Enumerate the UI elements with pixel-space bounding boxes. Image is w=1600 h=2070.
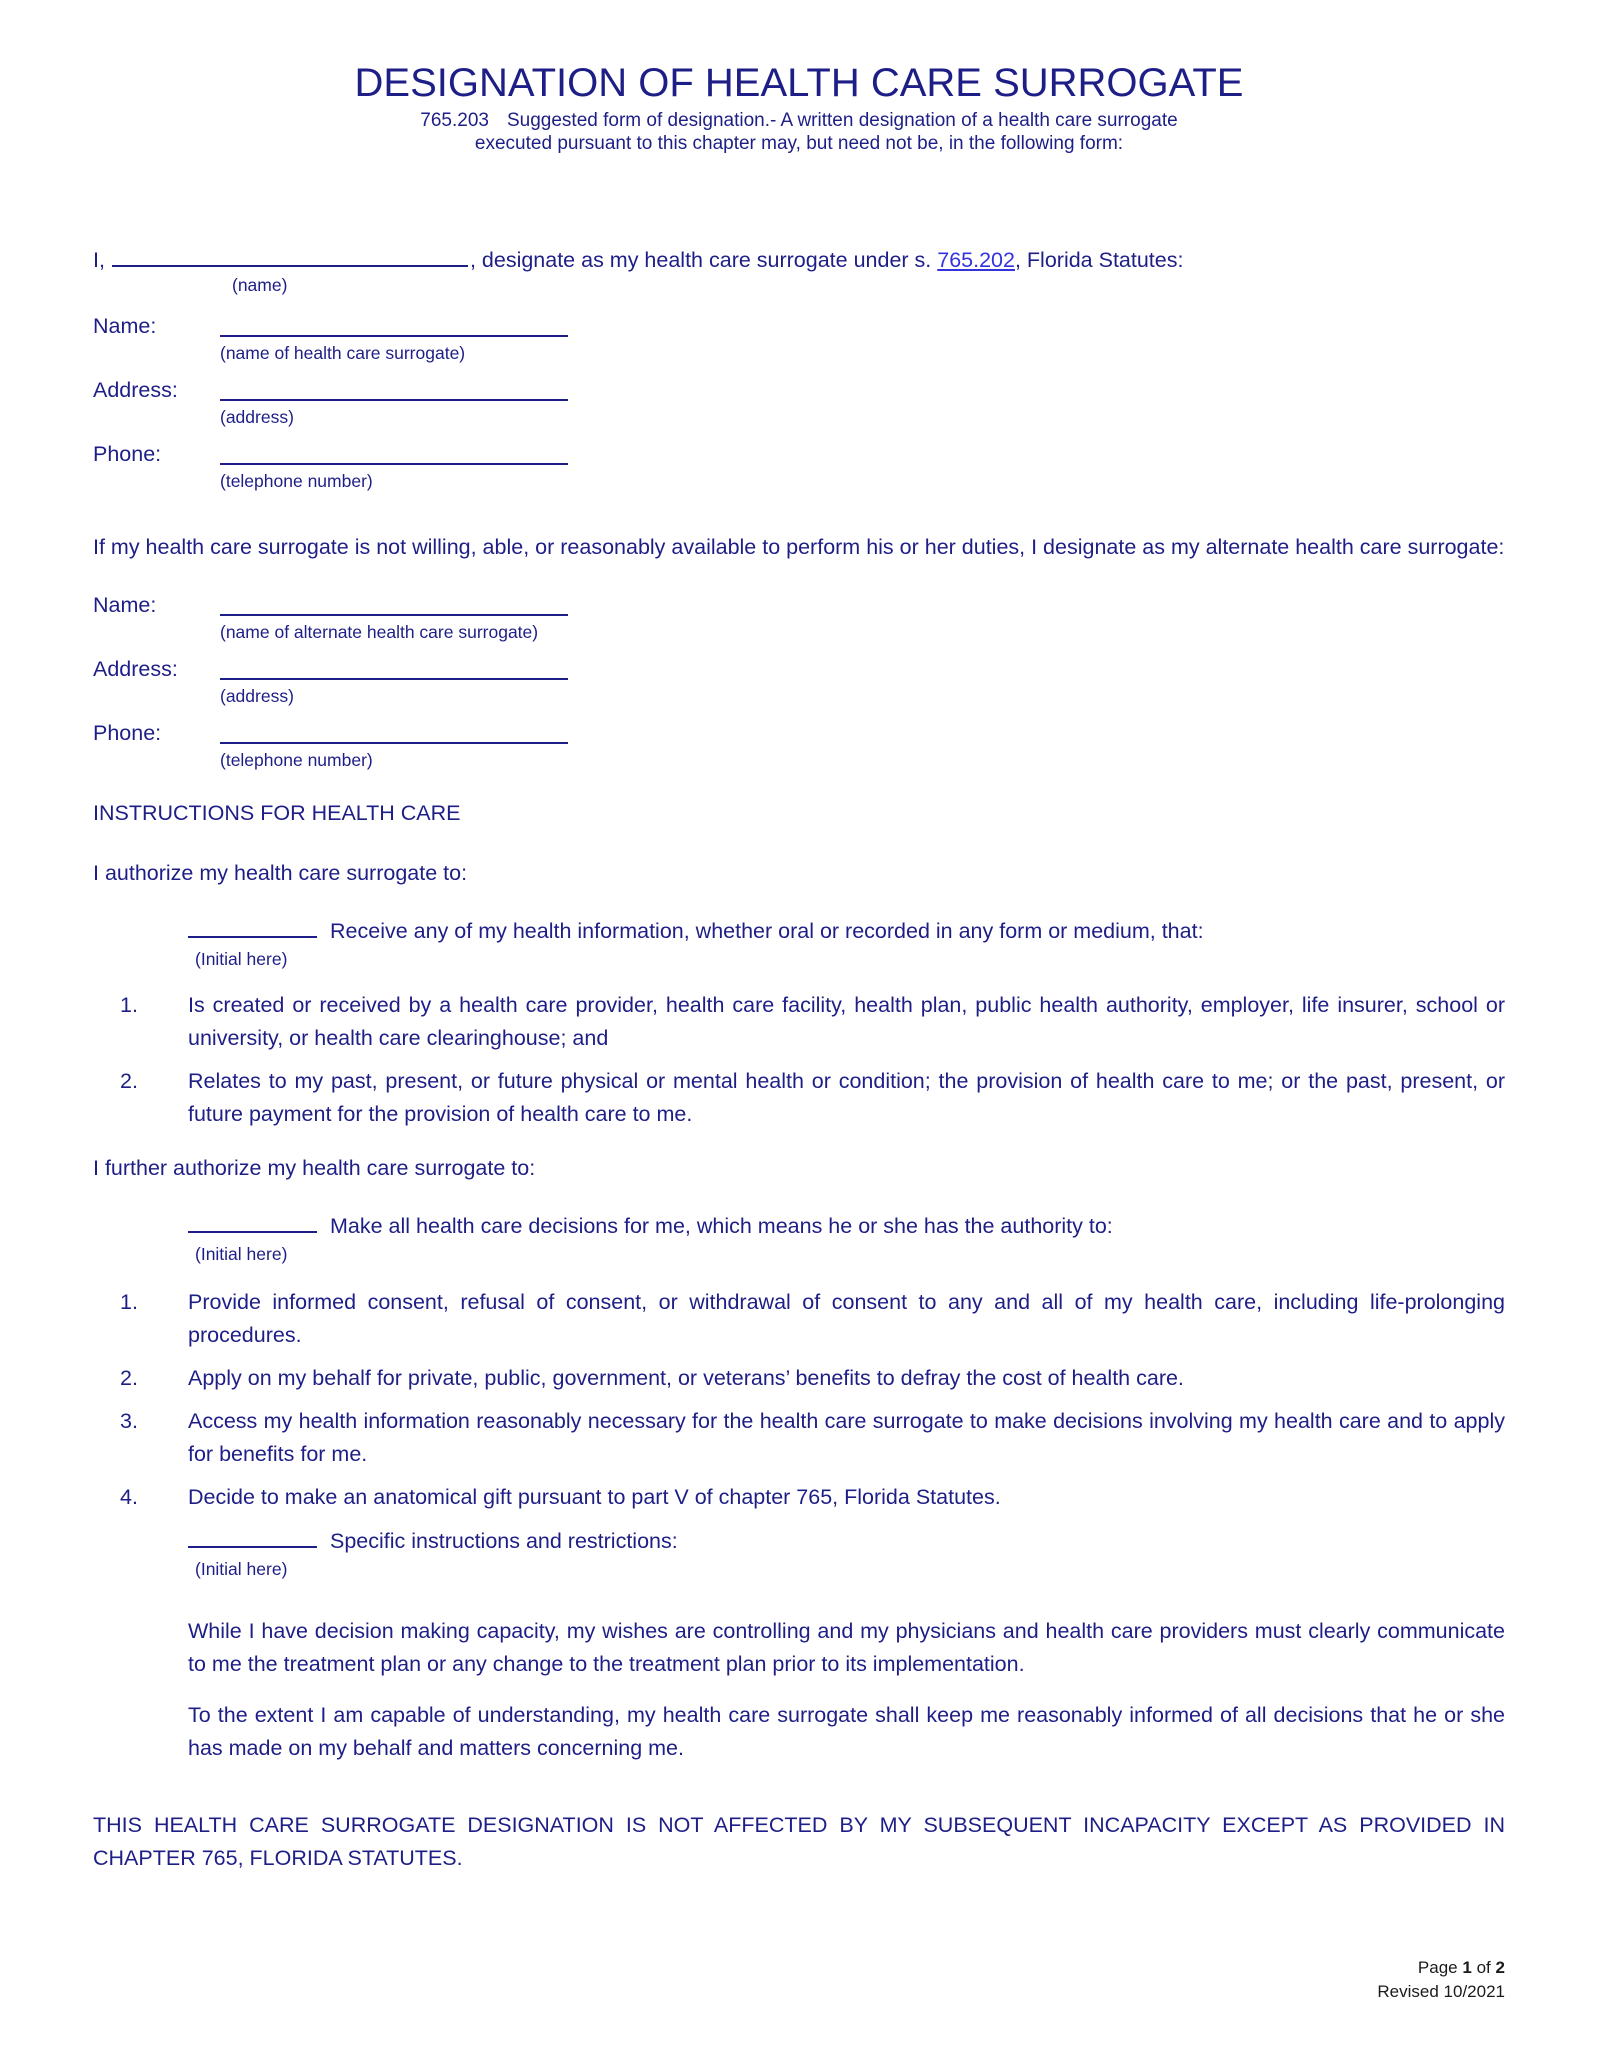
receive-clause-text: Receive any of my health information, whether oral or recorded in any form or medium, that:	[330, 919, 1204, 943]
surrogate-phone-blank[interactable]	[220, 439, 568, 465]
list-item	[93, 1405, 1505, 1471]
alternate-name-label: Name:	[93, 593, 157, 617]
receive-initial-blank[interactable]	[188, 918, 317, 938]
alternate-name-row	[93, 590, 1505, 620]
surrogate-phone-caption: (telephone number)	[220, 471, 373, 491]
intro-lead: I,	[93, 248, 105, 272]
statute-number: 765.203	[420, 110, 489, 131]
intro-after-blank: , designate as my health care surrogate under s.	[469, 248, 938, 272]
alternate-address-row	[93, 654, 1505, 684]
list-item-number: 2.	[120, 1069, 138, 1093]
alternate-intro-paragraph: If my health care surrogate is not willing, able, or reasonably available to perform his or her duties, I designate as my alternate health care surrogate:	[93, 535, 1505, 559]
page-current: 1	[1462, 1958, 1472, 1977]
receive-list	[93, 989, 1505, 1131]
document-subtitle-line2: executed pursuant to this chapter may, but need not be, in the following form:	[474, 133, 1124, 154]
surrogate-address-caption: (address)	[220, 407, 294, 427]
surrogate-name-caption: (name of health care surrogate)	[220, 343, 466, 363]
specific-clause-text: Specific instructions and restrictions:	[330, 1529, 678, 1553]
document-subtitle-line1	[93, 109, 1505, 132]
principal-name-caption: (name)	[232, 275, 288, 295]
capacity-paragraph: While I have decision making capacity, my wishes are controlling and my physicians and health care providers must clearly communicate to me the treatment plan or any change to the treatment plan prior to its implementation.	[188, 1619, 1505, 1676]
principal-name-blank[interactable]	[112, 247, 468, 267]
list-item-text: Is created or received by a health care provider, health care facility, health plan, public health authority, employer, life insurer, school or university, or health care clearinghouse; and	[188, 993, 1505, 1050]
surrogate-phone-label: Phone:	[93, 442, 162, 466]
list-item-text: Apply on my behalf for private, public, government, or veterans’ benefits to defray the cost of health care.	[188, 1366, 1184, 1390]
revised-date: Revised 10/2021	[1377, 1982, 1505, 2001]
surrogate-name-row	[93, 311, 1505, 341]
alternate-name-caption: (name of alternate health care surrogate)	[220, 622, 539, 642]
closing-statement: THIS HEALTH CARE SURROGATE DESIGNATION IS NOT AFFECTED BY MY SUBSEQUENT INCAPACITY EXCEPT AS PROVIDED IN CHAPTER 765, FLORIDA STATUTES.	[93, 1813, 1505, 1870]
surrogate-address-row	[93, 375, 1505, 405]
surrogate-name-blank[interactable]	[220, 311, 568, 337]
list-item	[93, 1286, 1505, 1352]
alternate-address-caption: (address)	[220, 686, 294, 706]
page-footer	[1377, 1956, 1505, 2004]
decisions-clause-text: Make all health care decisions for me, which means he or she has the authority to:	[330, 1214, 1113, 1238]
decisions-clause-line	[188, 1211, 1505, 1241]
intro-tail: , Florida Statutes:	[1014, 248, 1184, 272]
alternate-phone-caption: (telephone number)	[220, 750, 373, 770]
specific-clause-line	[188, 1526, 1505, 1556]
specific-initial-blank[interactable]	[188, 1528, 317, 1548]
decisions-list	[93, 1286, 1505, 1514]
list-item-text: Relates to my past, present, or future physical or mental health or condition; the provision of health care to me; or the past, present, or future payment for the provision of health care to me.	[188, 1069, 1505, 1126]
list-item-number: 3.	[120, 1409, 138, 1433]
statute-765-202-link[interactable]: 765.202	[937, 248, 1015, 272]
list-item-text: Decide to make an anatomical gift pursuant to part V of chapter 765, Florida Statutes.	[188, 1485, 1001, 1509]
alternate-address-blank[interactable]	[220, 654, 568, 680]
surrogate-address-blank[interactable]	[220, 375, 568, 401]
page-total: 2	[1495, 1958, 1505, 1977]
list-item	[93, 1362, 1505, 1395]
instructions-heading: INSTRUCTIONS FOR HEALTH CARE	[93, 801, 461, 825]
of-word: of	[1476, 1958, 1491, 1977]
page-word: Page	[1417, 1958, 1458, 1977]
list-item-number: 1.	[120, 1290, 138, 1314]
authorize-intro: I authorize my health care surrogate to:	[93, 861, 468, 885]
page-number-line	[1377, 1956, 1505, 1980]
alternate-phone-row	[93, 718, 1505, 748]
alternate-address-label: Address:	[93, 657, 178, 681]
alternate-phone-blank[interactable]	[220, 718, 568, 744]
decisions-initial-blank[interactable]	[188, 1213, 317, 1233]
document-title: DESIGNATION OF HEALTH CARE SURROGATE	[354, 61, 1244, 105]
list-item-number: 4.	[120, 1485, 138, 1509]
initial-here-caption-1: (Initial here)	[195, 949, 288, 969]
list-item-text: Access my health information reasonably necessary for the health care surrogate to make decisions involving my health care and to apply for benefits for me.	[188, 1409, 1505, 1466]
surrogate-name-label: Name:	[93, 314, 157, 338]
list-item	[93, 989, 1505, 1055]
list-item-number: 2.	[120, 1366, 138, 1390]
alternate-name-blank[interactable]	[220, 590, 568, 616]
surrogate-phone-row	[93, 439, 1505, 469]
surrogate-address-label: Address:	[93, 378, 178, 402]
initial-here-caption-3: (Initial here)	[195, 1559, 288, 1579]
alternate-phone-label: Phone:	[93, 721, 162, 745]
list-item-text: Provide informed consent, refusal of consent, or withdrawal of consent to any and all of my health care, including life-prolonging procedures.	[188, 1290, 1505, 1347]
informed-paragraph: To the extent I am capable of understanding, my health care surrogate shall keep me reasonably informed of all decisions that he or she has made on my behalf and matters concerning me.	[188, 1703, 1505, 1760]
initial-here-caption-2: (Initial here)	[195, 1244, 288, 1264]
list-item	[93, 1065, 1505, 1131]
list-item	[93, 1481, 1505, 1514]
subtitle-text: Suggested form of designation.- A written designation of a health care surrogate	[506, 110, 1178, 131]
receive-clause-line	[188, 916, 1505, 946]
list-item-number: 1.	[120, 993, 138, 1017]
further-authorize-intro: I further authorize my health care surrogate to:	[93, 1156, 536, 1180]
designation-sentence	[93, 245, 1505, 275]
